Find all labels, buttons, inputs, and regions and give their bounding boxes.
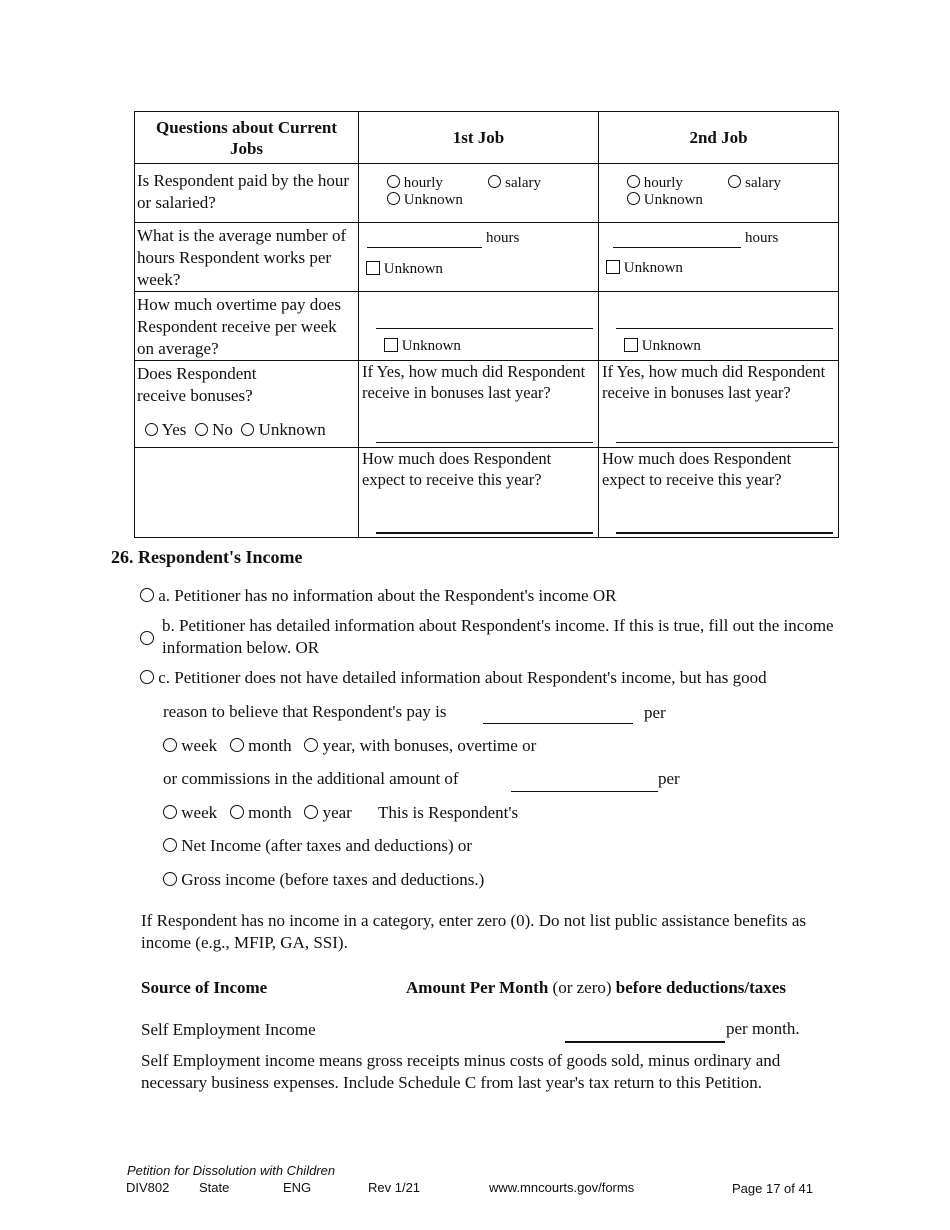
- bonus-unknown-label: Unknown: [258, 420, 326, 439]
- footer-lang: ENG: [283, 1180, 312, 1195]
- bonus-no-radio[interactable]: [195, 423, 208, 436]
- additional-period-options: [163, 802, 518, 824]
- additional-month-radio[interactable]: [230, 805, 244, 819]
- source-header: Source of Income: [141, 978, 268, 997]
- footer-page: Page 17 of 41: [732, 1181, 813, 1196]
- footer-rev: Rev 1/21: [368, 1180, 421, 1195]
- amount-header-part2: (or zero): [552, 978, 612, 997]
- job2-bonus-this-year-input[interactable]: [616, 532, 833, 534]
- bonus-no-label: No: [212, 420, 233, 439]
- job2-overtime-unknown-label: Unknown: [641, 338, 701, 354]
- job1-unknown-radio[interactable]: [387, 192, 400, 205]
- option-a: [140, 585, 616, 607]
- footer-code: DIV802: [126, 1180, 170, 1195]
- amount-header-part1: Amount Per Month: [406, 978, 549, 997]
- net-income-radio[interactable]: [163, 838, 177, 852]
- header-1st-job: 1st Job: [359, 112, 599, 164]
- additional-year-radio[interactable]: [304, 805, 318, 819]
- job2-hourly-radio[interactable]: [627, 175, 640, 188]
- job1-hours-unknown-checkbox[interactable]: [366, 261, 380, 275]
- question-hours: What is the average number of hours Respondent works per week?: [137, 226, 347, 289]
- self-employment-label: Self Employment Income: [141, 1020, 316, 1039]
- option-c: [140, 667, 767, 689]
- header-2nd-job: 2nd Job: [599, 112, 839, 164]
- commissions-text: or commissions in the additional amount of: [163, 769, 459, 788]
- option-b-radio[interactable]: [140, 631, 154, 645]
- job1-overtime-input[interactable]: [376, 328, 593, 329]
- job1-overtime-unknown-label: Unknown: [401, 338, 461, 354]
- zero-note: If Respondent has no income in a category, enter zero (0). Do not list public assistance benefits as income (e.g., MFIP, GA, SSI).: [141, 911, 807, 952]
- job2-salary-radio[interactable]: [728, 175, 741, 188]
- footer-form-title: Petition for Dissolution with Children: [127, 1163, 336, 1178]
- option-c-radio[interactable]: [140, 670, 154, 684]
- bonus-yes-label: Yes: [161, 420, 187, 439]
- gross-income-radio[interactable]: [163, 872, 177, 886]
- additional-week-radio[interactable]: [163, 805, 177, 819]
- job1-hours-input[interactable]: [367, 247, 482, 248]
- option-a-radio[interactable]: [140, 588, 154, 602]
- job2-hours-unknown-checkbox[interactable]: [606, 260, 620, 274]
- pay-period-options: [163, 735, 536, 757]
- job1-salary-radio[interactable]: [488, 175, 501, 188]
- pay-amount-input[interactable]: [483, 723, 633, 724]
- job2-hours-unknown-label: Unknown: [623, 260, 683, 276]
- footer-url[interactable]: www.mncourts.gov/forms: [489, 1180, 635, 1195]
- amount-header-part3: before deductions/taxes: [615, 978, 786, 997]
- header-questions: Questions about Current Jobs: [135, 112, 359, 164]
- net-income-option: [163, 835, 472, 857]
- bonus-options: [145, 419, 326, 441]
- option-b-label: b. Petitioner has detailed information about Respondent's income. If this is true, fill out the income information below. OR: [162, 616, 834, 657]
- job2-overtime-input[interactable]: [616, 328, 833, 329]
- self-employment-note: Self Employment income means gross receipts minus costs of goods sold, minus ordinary and necessary business expenses. Include Schedule C from last year's tax return to this Petition.: [141, 1051, 781, 1092]
- job2-bonus-this-year-label: How much does Respondent expect to receive this year?: [602, 449, 792, 489]
- gross-income-option: [163, 869, 484, 891]
- pay-month-radio[interactable]: [230, 738, 244, 752]
- additional-year-label: year: [322, 803, 352, 822]
- job1-overtime-unknown-checkbox[interactable]: [384, 338, 398, 352]
- job2-bonus-last-year-input[interactable]: [616, 442, 833, 443]
- additional-month-label: month: [248, 803, 292, 822]
- job1-bonus-last-year-input[interactable]: [376, 442, 593, 443]
- job2-hours-unit: hours: [745, 230, 779, 246]
- job2-unknown-label: Unknown: [643, 192, 703, 208]
- per-month-label: per month.: [726, 1019, 800, 1038]
- option-a-label: a. Petitioner has no information about the Respondent's income OR: [158, 586, 617, 605]
- job1-hours-unknown-label: Unknown: [383, 261, 443, 277]
- job2-bonus-last-year-label: If Yes, how much did Respondent receive in bonuses last year?: [602, 362, 826, 402]
- additional-amount-input[interactable]: [511, 791, 658, 792]
- job2-pay-options: [627, 175, 781, 209]
- pay-week-label: week: [181, 736, 218, 755]
- bonus-unknown-radio[interactable]: [241, 423, 254, 436]
- pay-month-label: month: [248, 736, 292, 755]
- job2-unknown-radio[interactable]: [627, 192, 640, 205]
- pay-week-radio[interactable]: [163, 738, 177, 752]
- job1-hourly-radio[interactable]: [387, 175, 400, 188]
- job1-hours-unit: hours: [486, 230, 520, 246]
- question-paid: Is Respondent paid by the hour or salaried?: [137, 171, 349, 212]
- amount-header: [406, 977, 786, 999]
- job2-hours-input[interactable]: [613, 247, 741, 248]
- pay-year-label: year, with bonuses, overtime or: [322, 736, 537, 755]
- job1-salary-label: salary: [505, 175, 541, 191]
- additional-week-label: week: [181, 803, 218, 822]
- job1-hourly-label: hourly: [403, 175, 443, 191]
- job1-bonus-this-year-label: How much does Respondent expect to receive this year?: [362, 449, 552, 489]
- job2-salary-label: salary: [745, 175, 781, 191]
- pay-per-label: per: [644, 703, 666, 722]
- footer-state: State: [199, 1180, 230, 1195]
- job1-bonus-last-year-label: If Yes, how much did Respondent receive in bonuses last year?: [362, 362, 586, 402]
- this-is-label: This is Respondent's: [378, 803, 519, 822]
- net-income-label: Net Income (after taxes and deductions) or: [181, 836, 473, 855]
- question-overtime: How much overtime pay does Respondent receive per week on average?: [137, 295, 341, 358]
- section-title: 26. Respondent's Income: [111, 547, 303, 567]
- reason-text: reason to believe that Respondent's pay is: [163, 702, 447, 721]
- additional-per-label: per: [658, 769, 680, 788]
- job2-hourly-label: hourly: [643, 175, 683, 191]
- job1-unknown-label: Unknown: [403, 192, 463, 208]
- question-bonus: Does Respondent receive bonuses?: [137, 364, 257, 405]
- bonus-yes-radio[interactable]: [145, 423, 158, 436]
- option-c-label: c. Petitioner does not have detailed information about Respondent's income, but has good: [158, 668, 767, 687]
- job1-bonus-this-year-input[interactable]: [376, 532, 593, 534]
- jobs-table: [134, 111, 839, 538]
- gross-income-label: Gross income (before taxes and deductions.): [181, 870, 485, 889]
- job2-overtime-unknown-checkbox[interactable]: [624, 338, 638, 352]
- pay-year-radio[interactable]: [304, 738, 318, 752]
- job1-pay-options: [387, 175, 541, 209]
- self-employment-input[interactable]: [565, 1041, 725, 1043]
